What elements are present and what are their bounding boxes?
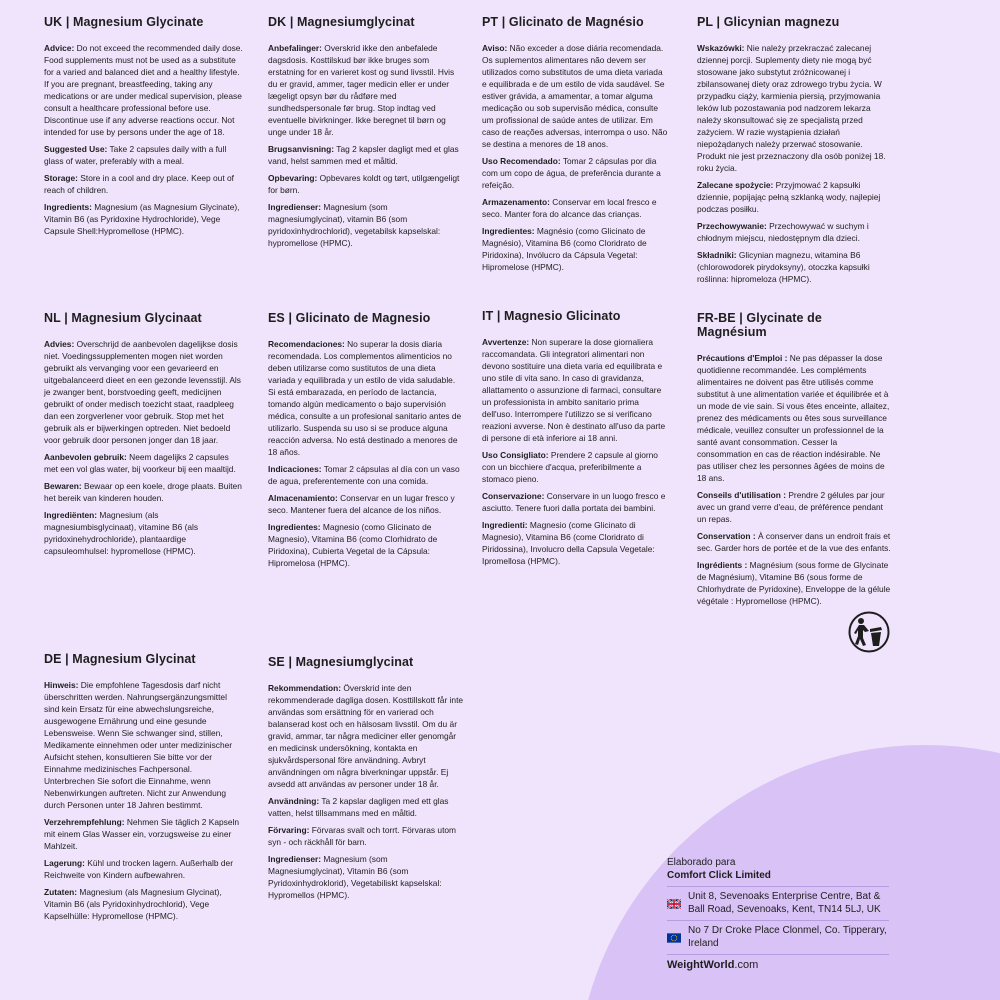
address-uk [667,886,889,920]
section-title: FR-BE | Glycinate de Magnésium [697,311,822,339]
section-es [268,311,464,574]
paragraph: Armazenamento: Conservar em local fresco e seco. Manter fora do alcance das crianças. [482,197,657,219]
paragraph: Zalecane spożycie: Przyjmować 2 kapsułki dziennie, popijając pełną szklanką wody, najlepiej podczas posiłku. [697,180,881,214]
paragraph: Aanbevolen gebruik: Neem dagelijks 2 capsules met een vol glas water, bij voorkeur bij een maaltijd. [44,452,236,474]
section-nl [44,311,244,562]
section-se [268,655,464,906]
manufacturer-info [667,856,889,971]
made-for-label: Elaborado para [667,857,736,868]
address-uk-text: Unit 8, Sevenoaks Enterprise Centre, Bat & Ball Road, Sevenoaks, Kent, TN14 5LJ, UK [688,891,881,915]
section-title: NL | Magnesium Glycinaat [44,311,202,325]
section-title: DK | Magnesiumglycinat [268,15,415,29]
tidyman-bin-icon [848,611,890,653]
paragraph: Anbefalinger: Overskrid ikke den anbefalede dagsdosis. Kosttilskud bør ikke bruges som erstatning for en varieret kost og sund livsstil. Hvis du er gravid, ammer, tager medicin eller er under lægeligt opsyn bør du rådføre med sundhedspersonale før brug. Stop indtag ved eventuelle bivirkninger. Ikke beregnet til børn og unge under 18 år. [268,43,455,137]
paragraph: Ingrediënten: Magnesium (als magnesiumbisglycinaat), vitamine B6 (als pyridoxinehydrochloride), plantaardige capsuleomhulsel: hypromellose (HPMC). [44,510,199,556]
paragraph: Aviso: Não exceder a dose diária recomendada. Os suplementos alimentares não devem ser utilizados como substitutos de uma dieta variada e equilibrada e de um estilo de vida saudável. Se estiver grávida, a amamentar, a tomar alguma medicação ou sob supervisão médica, consulte um profissional de saúde antes de utilizar. Em caso de reações adversas, interrompa o uso. Não se destina a menores de 18 anos. [482,43,668,149]
paragraph: Verzehrempfehlung: Nehmen Sie täglich 2 Kapseln mit einem Glas Wasser ein, vorzugsweise zu einer Mahlzeit. [44,817,240,851]
section-pt [482,15,668,278]
paragraph: Précautions d'Emploi : Ne pas dépasser la dose quotidienne recommandée. Les compléments alimentaires ne doivent pas être utilisés comme substitut à une alimentation variée et équilibrée et à un mode de vie sain. Si vous êtes enceinte, allaitez, prenez des médicaments ou êtes sous surveillance médicale, veuillez consulter un professionnel de la santé avant consommation. Cesser la consommation en cas de réaction indésirable. Ne pas utiliser chez les personnes âgées de moins de 18 ans. [697,353,890,483]
paragraph: Wskazówki: Nie należy przekraczać zalecanej dziennej porcji. Suplementy diety nie mogą być stosowane jako substytut zróżnicowanej i zbilansowanej diety oraz zdrowego trybu życia. W przypadku ciąży, karmienia piersią, przyjmowania leków lub pozostawania pod nadzorem lekarza należy skonsultować się ze specjalistą przed zażyciem. W razie wystąpienia działań niepożądanych należy przerwać stosowanie. Produkt nie jest przeznaczony dla osób poniżej 18. roku życia. [697,43,886,173]
paragraph: Brugsanvisning: Tag 2 kapsler dagligt med et glas vand, helst sammen med et måltid. [268,144,459,166]
paragraph: Składniki: Glicynian magnezu, witamina B6 (chlorowodorek pirydoksyny), otoczka kapsułki roślinna: hipromeloza (HPMC). [697,250,870,284]
paragraph: Förvaring: Förvaras svalt och torrt. Förvaras utom syn - och räckhåll för barn. [268,825,457,847]
section-title: PT | Glicinato de Magnésio [482,15,644,29]
paragraph: Conservazione: Conservare in un luogo fresco e asciutto. Tenere fuori dalla portata dei bambini. [482,491,666,513]
paragraph: Ingredients: Magnesium (as Magnesium Glycinate), Vitamin B6 (as Pyridoxine Hydrochloride), Vege Capsule Shell:Hypromellose (HPMC). [44,202,240,236]
paragraph: Almacenamiento: Conservar en un lugar fresco y seco. Mantener fuera del alcance de los niños. [268,493,455,515]
section-title: DE | Magnesium Glycinat [44,652,196,666]
section-title: UK | Magnesium Glycinate [44,15,204,29]
paragraph: Lagerung: Kühl und trocken lagern. Außerhalb der Reichweite von Kindern aufbewahren. [44,858,234,880]
paragraph: Ingredientes: Magnésio (como Glicinato de Magnésio), Vitamina B6 (como Cloridrato de Piridoxina), Invólucro da Cápsula Vegetal: Hipromelose (HPMC). [482,226,647,272]
paragraph: Przechowywanie: Przechowywać w suchym i chłodnym miejscu, niedostępnym dla dzieci. [697,221,869,243]
section-uk [44,15,244,242]
paragraph: Advice: Do not exceed the recommended daily dose. Food supplements must not be used as a substitute for a varied and balanced diet and a healthy lifestyle. If you are pregnant, breastfeeding, taking any medications or are under medical supervision, please consult a healthcare professional before use. Discontinue use if any adverse reactions occur. Not intended for use by persons under the age of 18. [44,43,243,137]
paragraph: Indicaciones: Tomar 2 cápsulas al día con un vaso de agua, preferentemente con una comida. [268,464,460,486]
section-title: SE | Magnesiumglycinat [268,655,414,669]
eu-flag-icon [667,933,681,943]
uk-flag-icon [667,899,681,909]
paragraph: Ingrédients : Magnésium (sous forme de Glycinate de Magnésium), Vitamine B6 (sous forme de Chlorhydrate de Pyridoxine), Enveloppe de la gélule végétale : Hypromellose (HPMC). [697,560,891,606]
section-title: IT | Magnesio Glicinato [482,309,621,323]
paragraph: Zutaten: Magnesium (als Magnesium Glycinat), Vitamin B6 (als Pyridoxinhydrochlorid), Vege Kapselhülle: Hypromellose (HPMC). [44,887,222,921]
paragraph: Ingredienti: Magnesio (come Glicinato di Magnesio), Vitamina B6 (come Cloridrato di Piridossina), Involucro della Capsula Vegetale: Ipromellosa (HPMC). [482,520,655,566]
paragraph: Conseils d'utilisation : Prendre 2 gélules par jour avec un grand verre d'eau, de préférence pendant un repas. [697,490,885,524]
paragraph: Suggested Use: Take 2 capsules daily with a full glass of water, preferably with a meal. [44,144,227,166]
paragraph: Storage: Store in a cool and dry place. Keep out of reach of children. [44,173,234,195]
paragraph: Conservation : À conserver dans un endroit frais et sec. Garder hors de portée et de la vue des enfants. [697,531,891,553]
paragraph: Användning: Ta 2 kapslar dagligen med ett glas vatten, helst tillsammans med en måltid. [268,796,449,818]
paragraph: Uso Recomendado: Tomar 2 cápsulas por dia com um copo de água, de preferência durante a refeição. [482,156,661,190]
section-dk [268,15,464,254]
paragraph: Ingredienser: Magnesium (som Magnesiumglycinat), Vitamin B6 (som Pyridoxinhydroklorid), Vegetabiliskt kapselskal: Hypromellos (HPMC). [268,854,442,900]
paragraph: Avvertenze: Non superare la dose giornaliera raccomandata. Gli integratori alimentari non devono sostituire una dieta varia ed equilibrata e uno stile di vita sano. In caso di gravidanza, allattamento o assunzione di farmaci, consultare un professionista in ambito sanitario prima dell'uso. Interrompere l'utilizzo se si verificano reazioni avverse. Non è destinato all'uso da parte di persone di età inferiore ai 18 anni. [482,337,666,443]
company-name: Comfort Click Limited [667,870,771,881]
paragraph: Recomendaciones: No superar la dosis diaria recomendada. Los complementos alimenticios no deben utilizarse como sustitutos de una dieta variada y equilibrada y un estilo de vida saludable. Si está embarazada, en período de lactancia, tomando algún medicamento o bajo supervisión médica, consulte a un profesional sanitario antes de utilizarlo. Suspenda su uso si se produce alguna reacción adversa. No está destinado a menores de 18 años. [268,339,462,457]
address-ie [667,920,889,954]
address-ie-text: No 7 Dr Croke Place Clonmel, Co. Tipperary, Ireland [688,925,887,949]
paragraph: Uso Consigliato: Prendere 2 capsule al giorno con un bicchiere d'acqua, preferibilmente a stomaco pieno. [482,450,658,484]
paragraph: Ingredientes: Magnesio (como Glicinato de Magnesio), Vitamina B6 (como Clorhidrato de Piridoxina), Cubierta Vegetal de la Cápsula: Hipromelosa (HPMC). [268,522,438,568]
paragraph: Hinweis: Die empfohlene Tagesdosis darf nicht überschritten werden. Nahrungsergänzungsmittel sind kein Ersatz für eine abwechslungsreiche, ausgewogene Ernährung und eine gesunde Lebensweise. Wenn Sie schwanger sind, stillen, Medikamente einnehmen oder unter medizinischer Aufsicht stehen, konsultieren Sie bitte vor der Einnahme medizinisches Fachpersonal. Unterbrechen Sie sofort die Einnahme, wenn Nebenwirkungen auftreten. Nicht zur Anwendung durch Personen unter 18 Jahren bestimmt. [44,680,233,810]
section-title: PL | Glicynian magnezu [697,15,840,29]
section-it [482,309,668,572]
website[interactable]: WeightWorld.com [667,954,889,971]
paragraph: Advies: Overschrijd de aanbevolen dagelijkse dosis niet. Voedingssupplementen mogen niet worden gebruikt als vervanging voor een gevarieerd en uitgebalanceerd dieet en een gezonde levensstijl. Als je zwanger bent, borstvoeding geeft, medicijnen gebruikt of onder medisch toezicht staat, raadpleeg dan een zorgverlener voor gebruik. Stop met het gebruik als er bijwerkingen optreden. Niet bedoeld voor gebruik door personen jonger dan 18 jaar. [44,339,241,445]
section-pl [697,15,893,290]
paragraph: Bewaren: Bewaar op een koele, droge plaats. Buiten het bereik van kinderen houden. [44,481,242,503]
paragraph: Opbevaring: Opbevares koldt og tørt, utilgængeligt for børn. [268,173,460,195]
section-title: ES | Glicinato de Magnesio [268,311,431,325]
paragraph: Ingredienser: Magnesium (som magnesiumglycinat), vitamin B6 (som pyridoxinhydrochlorid), vegetabilsk kapselskal: hypromellose (HPMC). [268,202,441,248]
paragraph: Rekommendation: Överskrid inte den rekommenderade dagliga dosen. Kosttillskott får inte användas som ersättning för en varierad och balanserad kost och en hälsosam livsstil. Om du är gravid, ammar, tar några mediciner eller genomgår en medicinsk undersökning, kontakta en sjukvårdspersonal före användning. Avbryt användningen om några biverkningar uppstår. Ej avsedd att användas av personer under 18 år. [268,683,464,789]
section-fr-be [697,311,893,612]
section-de [44,652,244,927]
